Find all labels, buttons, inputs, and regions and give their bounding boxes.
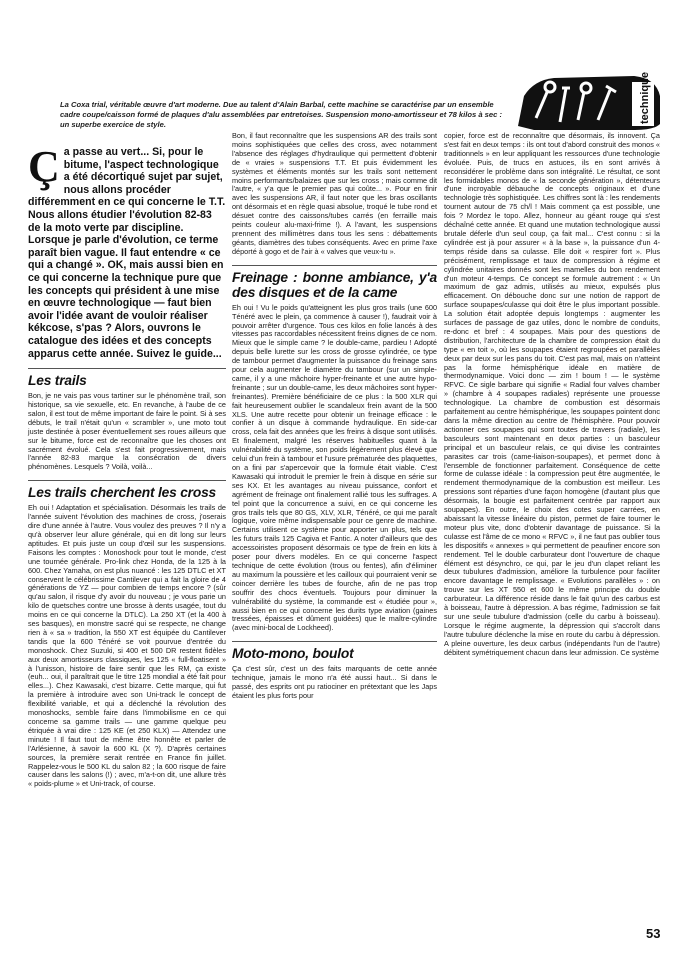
trails-cross-paragraph: Eh oui ! Adaptation et spécialisation. Désormais les trails de l'année suivent l'évolution des machines de cross, j'oserais dire d'une année à l'autre. Vous voulez des preuves ? Il n'y a qu'à observer leur allure générale, qui en dit long sur leurs aptitudes. Et puis juste un coup d'œil sur les suspensions. Faisons les comptes : Monoshock pour tout le monde, c'est une tournée générale. Pro-link chez Honda, de la 125 à la 600. Chez Yamaha, on est plus nuancé : les 125 DTLC et XT conservent le célébrissime Cantilever qui a fait la gloire de 4 générations de YZ — pour combien de temps encore ? (sûr qu'au salon, il risque d'y avoir du nouveau ; je vous parie un kilo de quetsches contre une brosse à dents usagée, tout du moins en ce qui concerne la DTLC). La 250 XT (et la 400 à ses basques), en monstre sacré qui se respecte, ne change rien à « sa » tradition, la 550 XT est équipée du Cantilever tandis que la 600 Ténéré se voit pourvue d'entrée du monoshock. Chez Suzuki, si 400 et 500 DR restent fidèles aux deux amortisseurs classiques, les 125 « full-floatisent » à l'unisson, histoire de faire sentir que les RM, ça existe (euh... oui, il paraîtrait que le titre 125 mondial a été fait pour elles...). Chez Kawasaki, c'est bizarre. Cette marque, qui fut la première à introduire avec son Uni-track le concept de flexibilité variable, et qui a déclenché la révolution des monoshocks, semble faire dans l'immobilisme en ce qui concerne sa gamme trails — une gamme quelque peu étriquée à vrai dire : 125 KE (et 250 KLX) — Attendez une minute ! Il faut tout de même être honnête et parler de l'Arlésienne, à savoir la 600 KL (X ?). D'après certaines sources, la première serait rentrée en France fin juillet. Rappelez-vous le 500 KL du salon 82 ; la 600 risque de faire causer dans les salons (!) ; avec, m'a-t-on dit, une allure très « poids-plume » et Uni-track, of course. bbox=[28, 503, 226, 789]
technique-badge bbox=[514, 66, 666, 134]
heading-trails: Les trails bbox=[28, 368, 226, 388]
freinage-paragraph: Eh oui ! Vu le poids qu'atteignent les plus gros trails (une 600 Ténéré avec le plein, ça commence à causer !), faudrait voir à pouvoir arrêter d'urgence. Tous ces kilos en folie lancés à des vitesses pas raccordables nécessitent freins dignes de ce nom. Mieux que le simple came ? le double-came, pardieu ! Adopté depuis belle lurette sur les cross de grosse cylindrée, ce type de tambour permet d'augmenter la puissance du freinage sans pour cela augmenter le diamètre du tambour (sur un simple-came, il y a une mâchoire hyper-freinante et une autre hypo-freinante ; sur un double-came, les deux mâchoires sont hyper-freinantes). Première bénéficiaire de ce plus : la 500 XLR qui fait heureusement oublier le scandaleux frein avant de la 500 XLS. Une autre recette pour obtenir un freinage efficace : le confier à un disque à commande hydraulique. En side-car cross, cela fait des années que les freins à disque sont utilisés. Et finalement, malgré les réserves habituelles quant à la vulnérabilité du système, son poids légèrement plus élevé que celui d'un frein à tambour et l'usure prématurée des plaquettes, on a fini par s'apercevoir que la formule était viable. C'est Kawasaki qui introduit le premier le frein à disque en série sur ses KX. Et les avantages au niveau puissance, confort et agrément de freinage ont finalement rallié tous les suffrages. A tel point que la concurrence a suivi, en ce qui concerne les gros trails tels que 80 GS, XLV, XLR, Ténéré, ce qui me paraît logique, voire même indispensable pour ce genre de machine. Certains utilisent ce système pour apporter un plus, tels que les futurs trails 125 Cagiva et Fantic. A noter d'ailleurs que des accessoiristes proposent désormais ce type de frein en kits à poser pour divers modèles. En ce qui concerne l'aspect technique de cette évolution (trous ou fentes), afin d'éliminer au maximum la poussière et les cailloux qui pourraient venir se coincer derrière les tubes de fourche, afin de ne pas trop souffrir des chocs éventuels. Toujours pour diminuer la vulnérabilité du système, la commande est « étudiée pour », aussi bien en ce qui concerne les durits type aviation (gaines tressées, épaisses et dûment guidées) que le maître-cylindre (avec mini-bocal de Lockheed). bbox=[232, 302, 437, 633]
drop-cap: Ç bbox=[28, 142, 60, 191]
suspensions-paragraph: Bon, il faut reconnaître que les suspensions AR des trails sont moins sophistiquées que celles des cross, avec notamment l'absence des réglages d'hydraulique qui permettent d'obtenir de « vraies » suspensions T.T. Et puis évidemment les systèmes et éléments montés sur les trails sont nettement moins performants/balaizes que sur les cross ; mais comme dit l'autre, « y'a que le premier pas qui coûte... ». Pour en finir avec les suspensions AR, il faut noter que les bras oscillants ont désormais et en règle quasi absolue, troqué le tube rond et désuet contre des caissons/tubes carrés (en ferraille mais peints couleur alu-maxi-frime !). A l'avant, les suspensions prennent des millimètres dans tous les sens : débattements géants, diamètres des tubes conséquents. Avec en prime l'axe déporté à gogo et de l'air à « valves que veux-tu ». bbox=[232, 131, 437, 256]
column-2 bbox=[232, 132, 437, 702]
trails-paragraph: Bon, je ne vais pas vous tartiner sur le phénomène trail, son historique, sa vie sexuelle, etc. En revanche, à l'aube de ce salon, il est tout de même important de faire le point. Si à ses débuts, le trail n'était qu'un « scrambler », une moto tout juste destinée à poser éventuellement ses roues ailleurs que sur le bitume, force est de reconnaître que les choses ont sacrément évolué. Cela s'est fait progressivement, mais l'année 82-83 marque la consécration de divers phénomènes. Lesquels ? Voilà, voilà... bbox=[28, 391, 226, 472]
column-1 bbox=[28, 142, 226, 790]
heading-freinage: Freinage : bonne ambiance, y'a des disques et de la came bbox=[232, 265, 437, 300]
tools-illustration-icon bbox=[514, 66, 666, 134]
heading-trails-cross: Les trails cherchent les cross bbox=[28, 480, 226, 500]
page-number: 53 bbox=[646, 926, 661, 941]
column-3 bbox=[444, 132, 660, 658]
badge-label: technique bbox=[639, 72, 651, 124]
intro-paragraph bbox=[28, 142, 226, 360]
mono-technique-paragraph: copier, force est de reconnaître que désormais, ils innovent. Ça s'est fait en deux temps : ils ont tout d'abord construit des monos « traditionnels » en leur appliquant les ressources d'une technologie évoluée. Puis, de trucs en astuces, ils en sont arrivés à reconsidérer le problème dans son intégralité. Le résultat, ce sont les formidables monos de « la seconde génération », détenteurs d'une incroyable débauche de concepts originaux et d'une technologie très sophistiquée. Les chiffres sont là : les rendements tournent autour de 75 ch/l ! Mais comment ça est possible, une fois ? Mordez le topo. Allez, honneur au géant rouge qui s'est déchaîné cette année. Et quand une mutation technologique aussi brutale déferle d'un seul coup, ça fait mal... C'est connu : si la cylindrée est jà pour assurer « à la base », la puissance d'un 4-temps réside dans sa culasse. Elle doit « respirer fort ». Plus précisément, remplissage et taux de compression à régime et cylindrée unitaires donnés sont les mamelles du bon rendement d'un moteur 4-temps. Ce concept se formule autrement : « Un maximum de gaz admis, utilisés au mieux, expulsés plus efficacement. On débouche donc sur une notion de rapport de surface soupapes/culasse qui doit être le plus important possible. La solution était adoptée depuis longtemps : augmenter les surfaces de passage de gaz utiles, donc le nombre de conduits, re-donc et bref : 4 soupapes. Mais pour des questions de distribution, l'architecture de la chambre de compression était du type « en toit », où les soupapes étaient regroupées et parallèles deux par deux sur les pans du toit. C'est pas mal, mais on n'atteint pas la forme hémisphérique idéale en matière de thermodynamique. Voici donc — zim ! boum ! — le système RFVC. Ce sigle barbare qui signifie « Radial four valves chamber » (chambre à 4 soupapes radiales) représente une prouesse technologique. La chambre de combustion est désormais parfaitement au centre hémisphérique, les soupapes pointent donc dans la même direction au centre de l'hémisphère. Pour pouvoir actionner ces soupapes qui sont toutes de travers (radiale), les basculeurs sont maintenant en deux parties : un basculeur principal et un basculeur relais, ce qui divise les contraintes parasites car trois (came-liaison-soupapes), et permet donc à l'ensemble de fonctionner parfaitement. Conséquence de cette forme de culasse idéale : la compression peut être augmentée, le rendement thermodynamique de la combustion est meilleur. Les pressions sont réparties d'une façon homogène (d'autant plus que désormais, la bougie est parfaitement centrée par rapport aux soupapes). En outre, le choix des cotes super carrées, en abaissant la vitesse linéaire du piston, permet de faire tourner le moteur plus vite, donc d'obtenir davantage de puissance. Si la culasse est l'âme de ce mono « RFVC », il ne faut pas oublier tous les dispositifs « annexes » qui permettent de peaufiner encore son rendement. Tel le double carburateur dont l'ouverture de chaque élément est désynchro, ce qui, par le jeu d'un clapet reliant les deux tubulures d'admission, améliore la turbulence pour faciliter encore davantage le remplissage. « Evolutions parallèles » : on trouve sur les XT 550 et 600 le même principe du double carburateur. La différence réside dans le fait qu'un des carbus est à boisseau, l'autre à dépression. A bas régime, l'admission se fait sur une seule tubulure d'admission (celle du carbu à boisseau). Lorsque le régime augmente, la dépression qui s'accroît dans l'autre tubulure déclenche la mise en route du carbu à dépression. A pleine ouverture, les deux carbus (indépendants l'un de l'autre) débitent symétriquement chacun dans leur admission. Ce système bbox=[444, 131, 660, 657]
heading-moto-mono: Moto-mono, boulot bbox=[232, 641, 437, 661]
moto-mono-paragraph: Ça c'est sûr, c'est un des faits marquants de cette année technique, jamais le mono n'a été aussi haut... Si dans le passé, des esprits ont pu ratiociner en prétextant que les Japs étaient les plus forts pour bbox=[232, 664, 437, 700]
photo-caption: La Coxa trial, véritable œuvre d'art moderne. Due au talent d'Alain Barbal, cette machine se caractérise par un ensemble cadre coupe/caisson formé de plaques d'alu assemblées par entretoises. Suspension mono-amortisseur et 78 kilos à sec : un superbe exercice de style. bbox=[60, 100, 502, 129]
intro-text: a passe au vert... Si, pour le bitume, l'aspect technologique a été décortiqué sujet par sujet, nous allons procéder différemment en ce qui concerne le T.T. Nous allons étudier l'évolution 82-83 de la moto verte par discipline. Lorsque je parle d'évolution, ce terme paraît bien vague. Il faut entendre « ce qui a changé ». OK, mais aussi bien en ce qui concerne la technique pure que les concepts qui président à une mise en œuvre technologique — faut bien avoir l'idée avant de vouloir réaliser kékcose, s'pas ? Alors, ouvrons le catalogue des idées et des concepts apparus cette année. Suivez le guide... bbox=[28, 146, 226, 360]
